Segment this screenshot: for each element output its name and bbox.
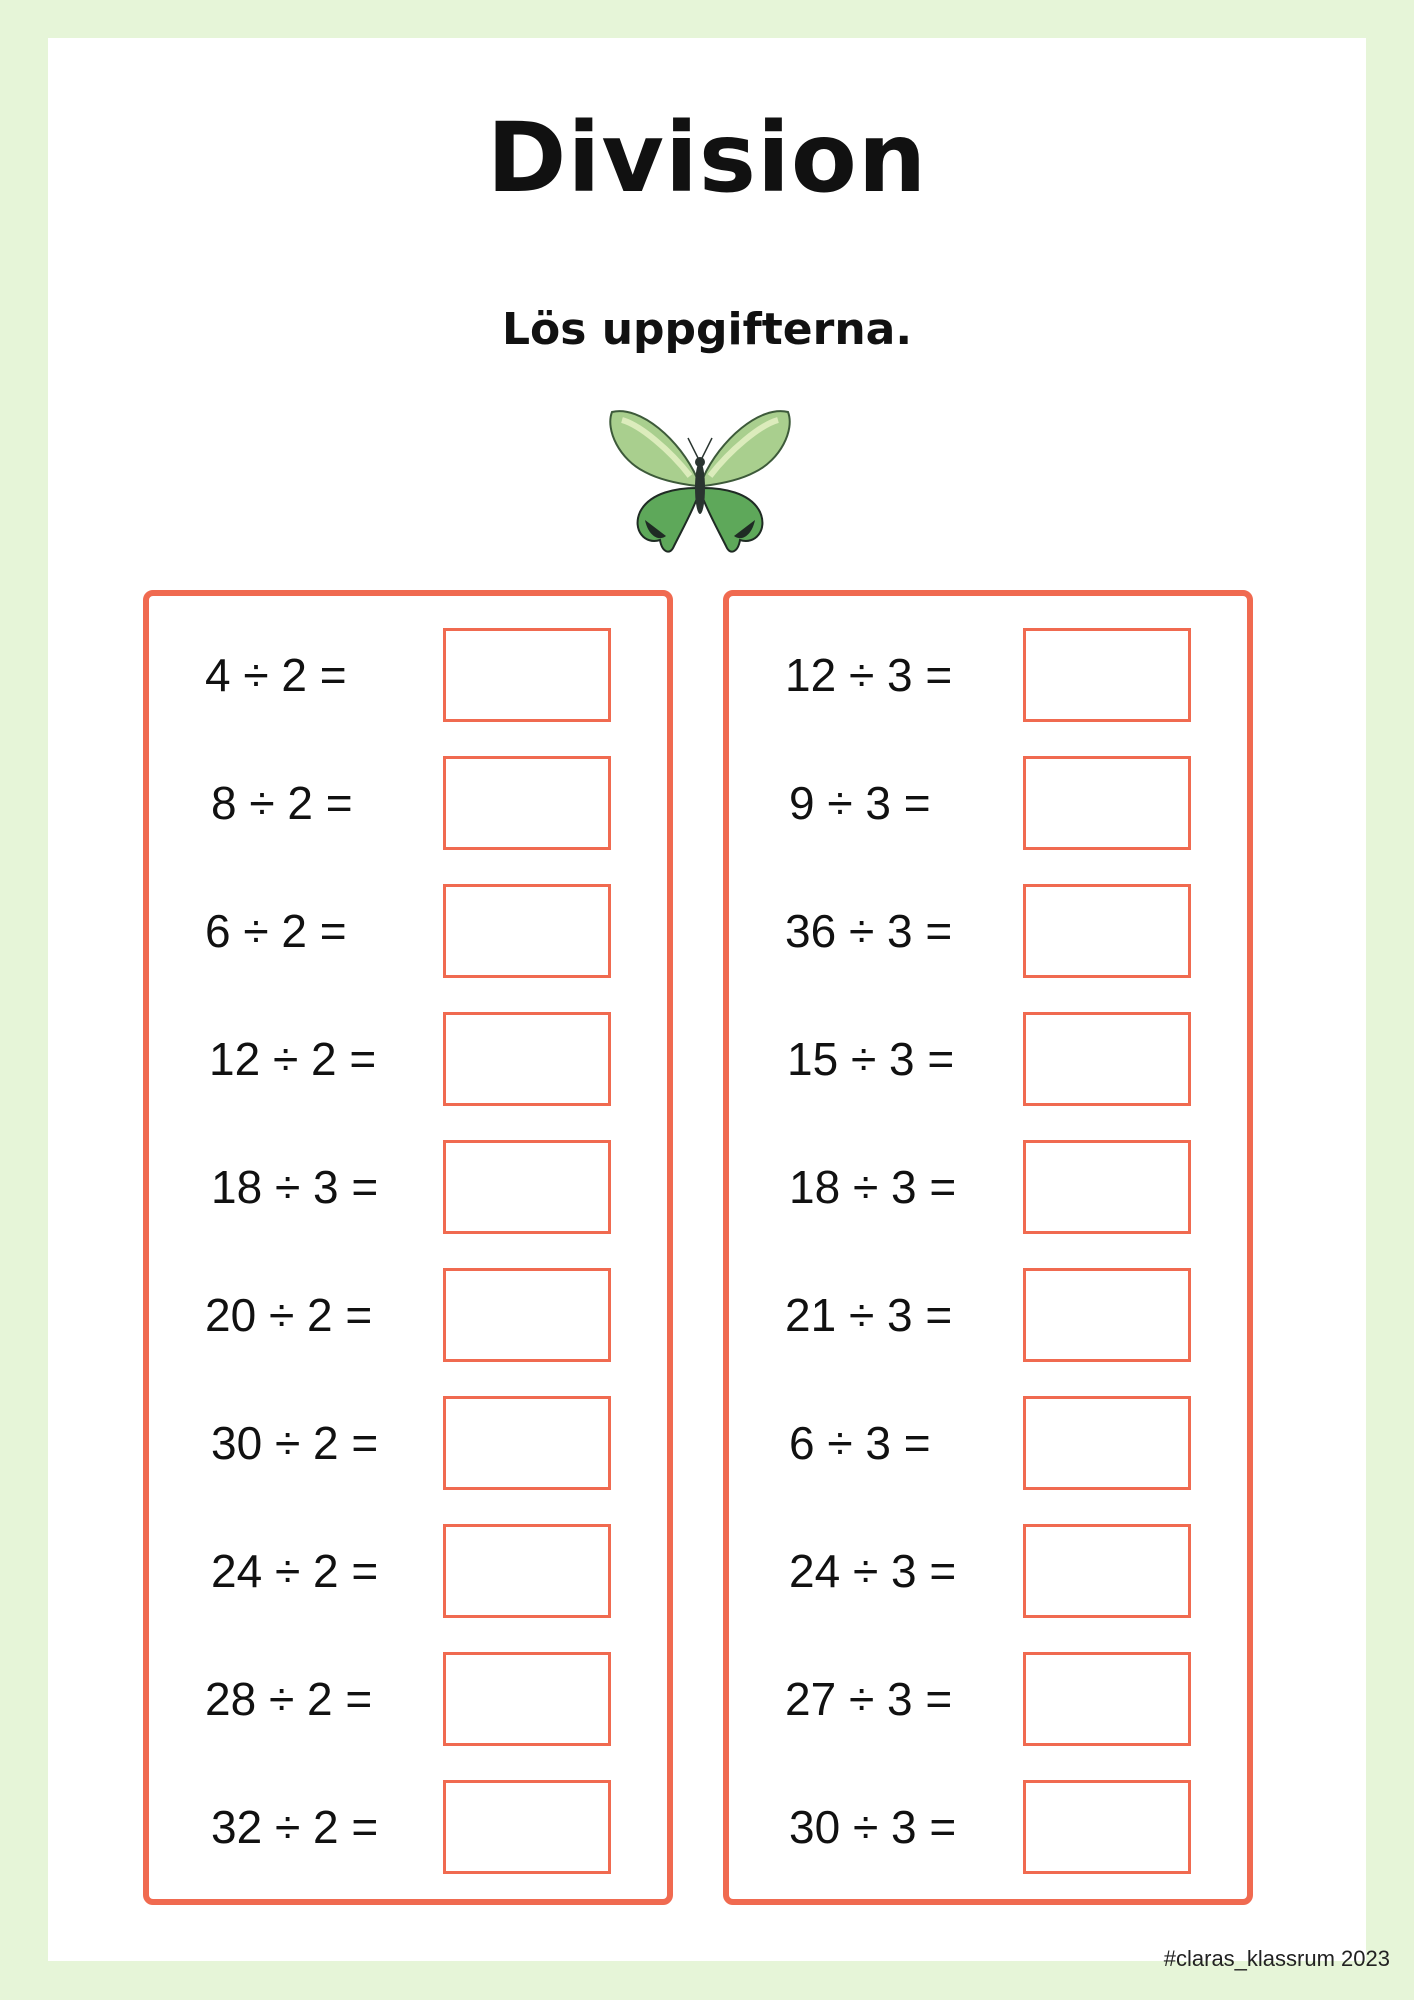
footer-credit: #claras_klassrum 2023 bbox=[1163, 1946, 1390, 1971]
answer-box[interactable] bbox=[1023, 1652, 1191, 1746]
division-expression: 15 ÷ 3 = bbox=[787, 1033, 955, 1085]
division-expression: 4 ÷ 2 = bbox=[205, 649, 347, 701]
right-problem-panel bbox=[723, 590, 1253, 1905]
division-expression: 30 ÷ 3 = bbox=[789, 1801, 957, 1853]
division-expression: 30 ÷ 2 = bbox=[211, 1417, 379, 1469]
problem-row bbox=[149, 1524, 667, 1618]
division-expression: 32 ÷ 2 = bbox=[211, 1801, 379, 1853]
division-expression: 21 ÷ 3 = bbox=[785, 1289, 953, 1341]
division-expression: 24 ÷ 2 = bbox=[211, 1545, 379, 1597]
division-expression: 6 ÷ 3 = bbox=[789, 1417, 931, 1469]
division-expression: 9 ÷ 3 = bbox=[789, 777, 931, 829]
answer-box[interactable] bbox=[443, 1268, 611, 1362]
answer-box[interactable] bbox=[1023, 1780, 1191, 1874]
problem-row bbox=[729, 628, 1247, 722]
problem-row bbox=[729, 1780, 1247, 1874]
answer-box[interactable] bbox=[443, 1524, 611, 1618]
answer-box[interactable] bbox=[1023, 884, 1191, 978]
problem-row bbox=[149, 756, 667, 850]
answer-box[interactable] bbox=[1023, 1268, 1191, 1362]
division-expression: 28 ÷ 2 = bbox=[205, 1673, 373, 1725]
instructions: Lös uppgifterna. bbox=[501, 304, 913, 355]
problem-row bbox=[149, 1396, 667, 1490]
answer-box[interactable] bbox=[443, 1140, 611, 1234]
problem-row bbox=[729, 756, 1247, 850]
page-title: Division bbox=[486, 102, 928, 214]
answer-box[interactable] bbox=[443, 1652, 611, 1746]
problem-row bbox=[729, 1268, 1247, 1362]
division-expression: 12 ÷ 2 = bbox=[209, 1033, 377, 1085]
problem-row bbox=[729, 1140, 1247, 1234]
problem-row bbox=[149, 1652, 667, 1746]
problem-row bbox=[149, 1140, 667, 1234]
problem-row bbox=[729, 884, 1247, 978]
division-expression: 20 ÷ 2 = bbox=[205, 1289, 373, 1341]
problem-row bbox=[149, 628, 667, 722]
division-expression: 6 ÷ 2 = bbox=[205, 905, 347, 957]
problem-row bbox=[149, 884, 667, 978]
problem-row bbox=[149, 1268, 667, 1362]
answer-box[interactable] bbox=[1023, 1140, 1191, 1234]
answer-box[interactable] bbox=[1023, 1012, 1191, 1106]
butterfly-icon bbox=[600, 400, 800, 560]
division-expression: 12 ÷ 3 = bbox=[785, 649, 953, 701]
division-expression: 8 ÷ 2 = bbox=[211, 777, 353, 829]
answer-box[interactable] bbox=[1023, 756, 1191, 850]
answer-box[interactable] bbox=[443, 628, 611, 722]
division-expression: 24 ÷ 3 = bbox=[789, 1545, 957, 1597]
division-expression: 18 ÷ 3 = bbox=[211, 1161, 379, 1213]
division-expression: 36 ÷ 3 = bbox=[785, 905, 953, 957]
problem-row bbox=[729, 1396, 1247, 1490]
problem-row bbox=[149, 1012, 667, 1106]
answer-box[interactable] bbox=[1023, 628, 1191, 722]
answer-box[interactable] bbox=[443, 884, 611, 978]
answer-box[interactable] bbox=[443, 1396, 611, 1490]
problem-row bbox=[729, 1652, 1247, 1746]
problem-row bbox=[149, 1780, 667, 1874]
answer-box[interactable] bbox=[443, 1012, 611, 1106]
answer-box[interactable] bbox=[1023, 1396, 1191, 1490]
division-expression: 18 ÷ 3 = bbox=[789, 1161, 957, 1213]
problem-row bbox=[729, 1012, 1247, 1106]
left-problem-panel bbox=[143, 590, 673, 1905]
answer-box[interactable] bbox=[443, 1780, 611, 1874]
problem-row bbox=[729, 1524, 1247, 1618]
answer-box[interactable] bbox=[443, 756, 611, 850]
division-expression: 27 ÷ 3 = bbox=[785, 1673, 953, 1725]
answer-box[interactable] bbox=[1023, 1524, 1191, 1618]
